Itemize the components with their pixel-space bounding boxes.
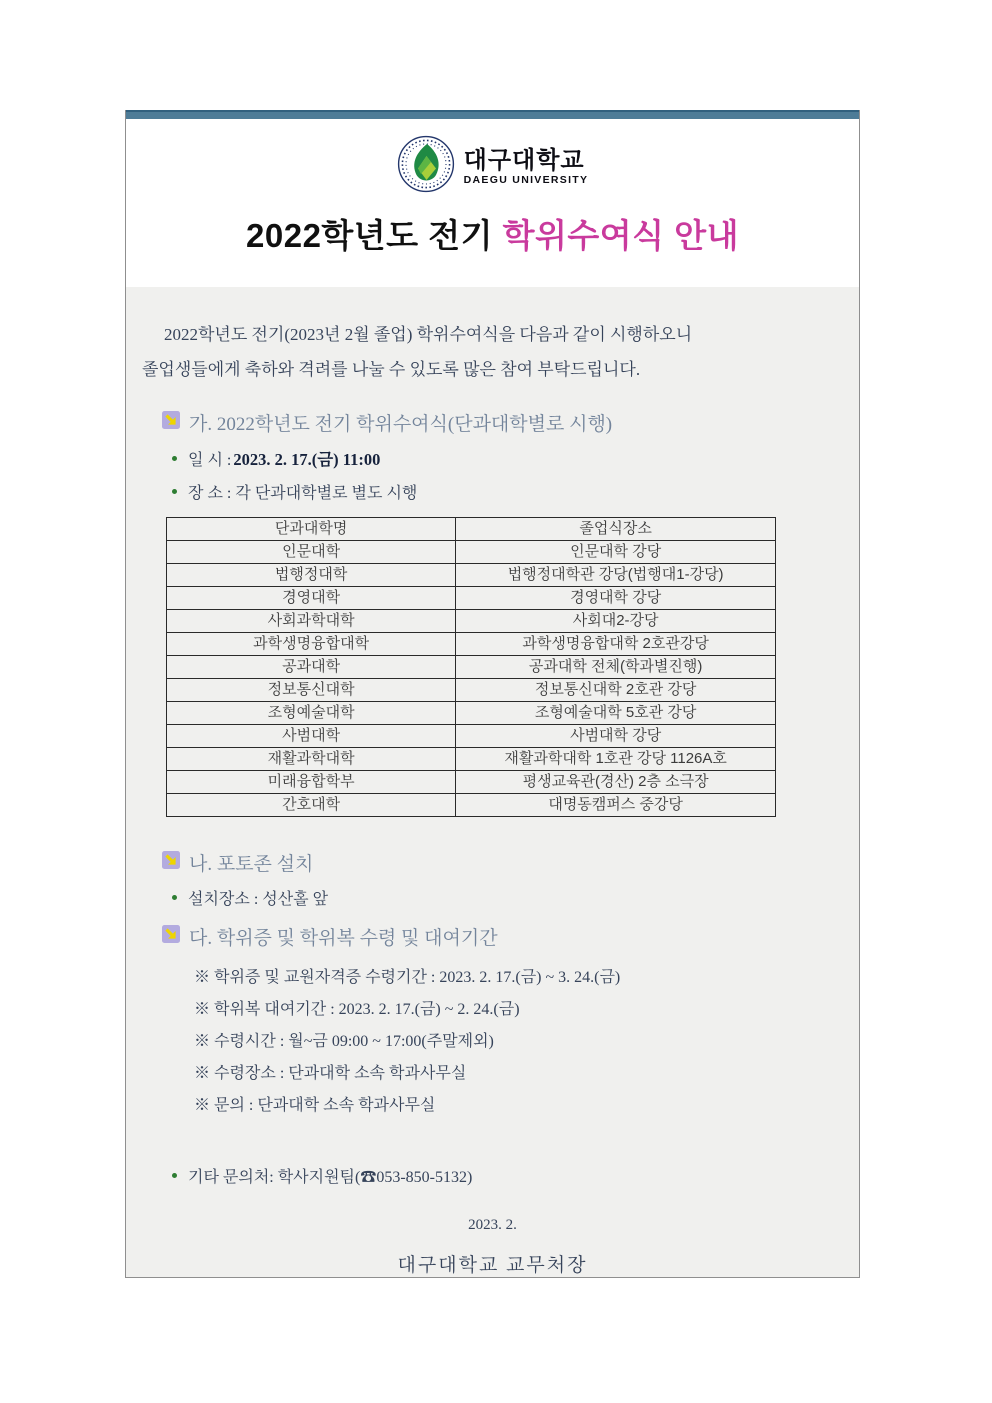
table-cell: 정보통신대학 2호관 강당: [456, 679, 776, 702]
ceremony-location-item: [172, 480, 859, 503]
contact-item: [172, 1164, 859, 1187]
table-cell: 과학생명융합대학: [167, 633, 456, 656]
university-name-english: DAEGU UNIVERSITY: [463, 173, 589, 186]
bullet-dot-icon: [172, 895, 177, 900]
table-cell: 법행정대학: [167, 564, 456, 587]
section-a-heading-text: 가. 2022학년도 전기 학위수여식(단과대학별로 시행): [189, 414, 613, 435]
ceremony-venue-table: [166, 517, 776, 817]
announcement-document: [125, 110, 860, 1278]
contact-text: 기타 문의처: 학사지원팀(☎053-850-5132): [188, 1169, 473, 1186]
intro-paragraph-line1: 2022학년도 전기(2023년 2월 졸업) 학위수여식을 다음과 같이 시행하오니: [164, 325, 693, 344]
table-cell: 조형예술대학 5호관 강당: [456, 702, 776, 725]
notes-list: [126, 962, 859, 1122]
table-row: [167, 725, 776, 748]
table-header-college: 단과대학명: [167, 518, 456, 541]
arrow-down-right-icon: [162, 925, 180, 949]
table-cell: 공과대학 전체(학과별진행): [456, 656, 776, 679]
ceremony-datetime-value: 2023. 2. 17.(금) 11:00: [233, 450, 381, 469]
note-item: ※ 문의 : 단과대학 소속 학과사무실: [194, 1097, 436, 1114]
issue-date: 2023. 2.: [468, 1217, 517, 1233]
table-row: [167, 610, 776, 633]
section-b-heading: [162, 849, 859, 876]
university-wordmark: [464, 148, 589, 186]
table-cell: 대명동캠퍼스 중강당: [456, 794, 776, 817]
section-c-heading: [162, 923, 859, 950]
arrow-down-right-icon: [162, 411, 180, 435]
table-row: [167, 679, 776, 702]
intro-paragraph-line2: 졸업생들에게 축하와 격려를 나눌 수 있도록 많은 참여 부탁드립니다.: [142, 360, 641, 379]
ceremony-table-body: [167, 541, 776, 817]
document-body: [126, 287, 859, 1277]
university-name-korean: 대구대학교: [463, 146, 585, 174]
ceremony-location-text: 장 소 : 각 단과대학별로 별도 시행: [188, 485, 418, 502]
table-cell: 사범대학: [167, 725, 456, 748]
table-cell: 공과대학: [167, 656, 456, 679]
table-cell: 재활과학대학: [167, 748, 456, 771]
table-cell: 법행정대학관 강당(법행대1-강당): [456, 564, 776, 587]
note-item: ※ 수령장소 : 단과대학 소속 학과사무실: [194, 1065, 467, 1082]
table-header-venue: 졸업식장소: [456, 518, 776, 541]
ceremony-datetime-label: 일 시 :: [188, 451, 232, 469]
table-cell: 정보통신대학: [167, 679, 456, 702]
table-cell: 경영대학 강당: [456, 587, 776, 610]
table-cell: 과학생명융합대학 2호관강당: [456, 633, 776, 656]
top-accent-bar: [126, 110, 859, 119]
table-cell: 조형예술대학: [167, 702, 456, 725]
table-cell: 재활과학대학 1호관 강당 1126A호: [456, 748, 776, 771]
bullet-dot-icon: [172, 456, 177, 461]
table-row: [167, 794, 776, 817]
daegu-university-emblem-icon: [397, 135, 455, 198]
table-row: [167, 702, 776, 725]
table-row: [167, 656, 776, 679]
table-row: [167, 587, 776, 610]
page-title-highlight: 학위수여식 안내: [502, 217, 739, 254]
table-row: [167, 748, 776, 771]
table-row: [167, 541, 776, 564]
photozone-location-item: [172, 886, 859, 909]
table-row: [167, 564, 776, 587]
table-cell: 미래융합학부: [167, 771, 456, 794]
university-logo: [126, 119, 859, 198]
table-cell: 사범대학 강당: [456, 725, 776, 748]
note-item: ※ 수령시간 : 월~금 09:00 ~ 17:00(주말제외): [194, 1033, 494, 1050]
table-cell: 간호대학: [167, 794, 456, 817]
section-c-heading-text: 다. 학위증 및 학위복 수령 및 대여기간: [189, 928, 498, 949]
bullet-dot-icon: [172, 489, 177, 494]
bullet-dot-icon: [172, 1173, 177, 1178]
note-item: ※ 학위복 대여기간 : 2023. 2. 17.(금) ~ 2. 24.(금): [194, 1001, 520, 1018]
section-a-heading: [162, 409, 859, 436]
section-b-heading-text: 나. 포토존 설치: [189, 854, 314, 875]
table-cell: 사회과학대학: [167, 610, 456, 633]
table-cell: 평생교육관(경산) 2층 소극장: [456, 771, 776, 794]
table-cell: 인문대학: [167, 541, 456, 564]
arrow-down-right-icon: [162, 851, 180, 875]
table-header-row: [167, 518, 776, 541]
signature: 대구대학교 교무처장: [397, 1255, 588, 1276]
table-row: [167, 633, 776, 656]
ceremony-datetime-item: [172, 446, 859, 470]
page-title: [126, 210, 859, 257]
table-cell: 인문대학 강당: [456, 541, 776, 564]
table-row: [167, 771, 776, 794]
table-cell: 사회대2-강당: [456, 610, 776, 633]
photozone-location-text: 설치장소 : 성산홀 앞: [188, 891, 329, 908]
document-header: [126, 119, 859, 287]
table-cell: 경영대학: [167, 587, 456, 610]
note-item: ※ 학위증 및 교원자격증 수령기간 : 2023. 2. 17.(금) ~ 3. 24.(금): [194, 969, 621, 986]
page-title-prefix: 2022학년도 전기: [246, 217, 503, 254]
